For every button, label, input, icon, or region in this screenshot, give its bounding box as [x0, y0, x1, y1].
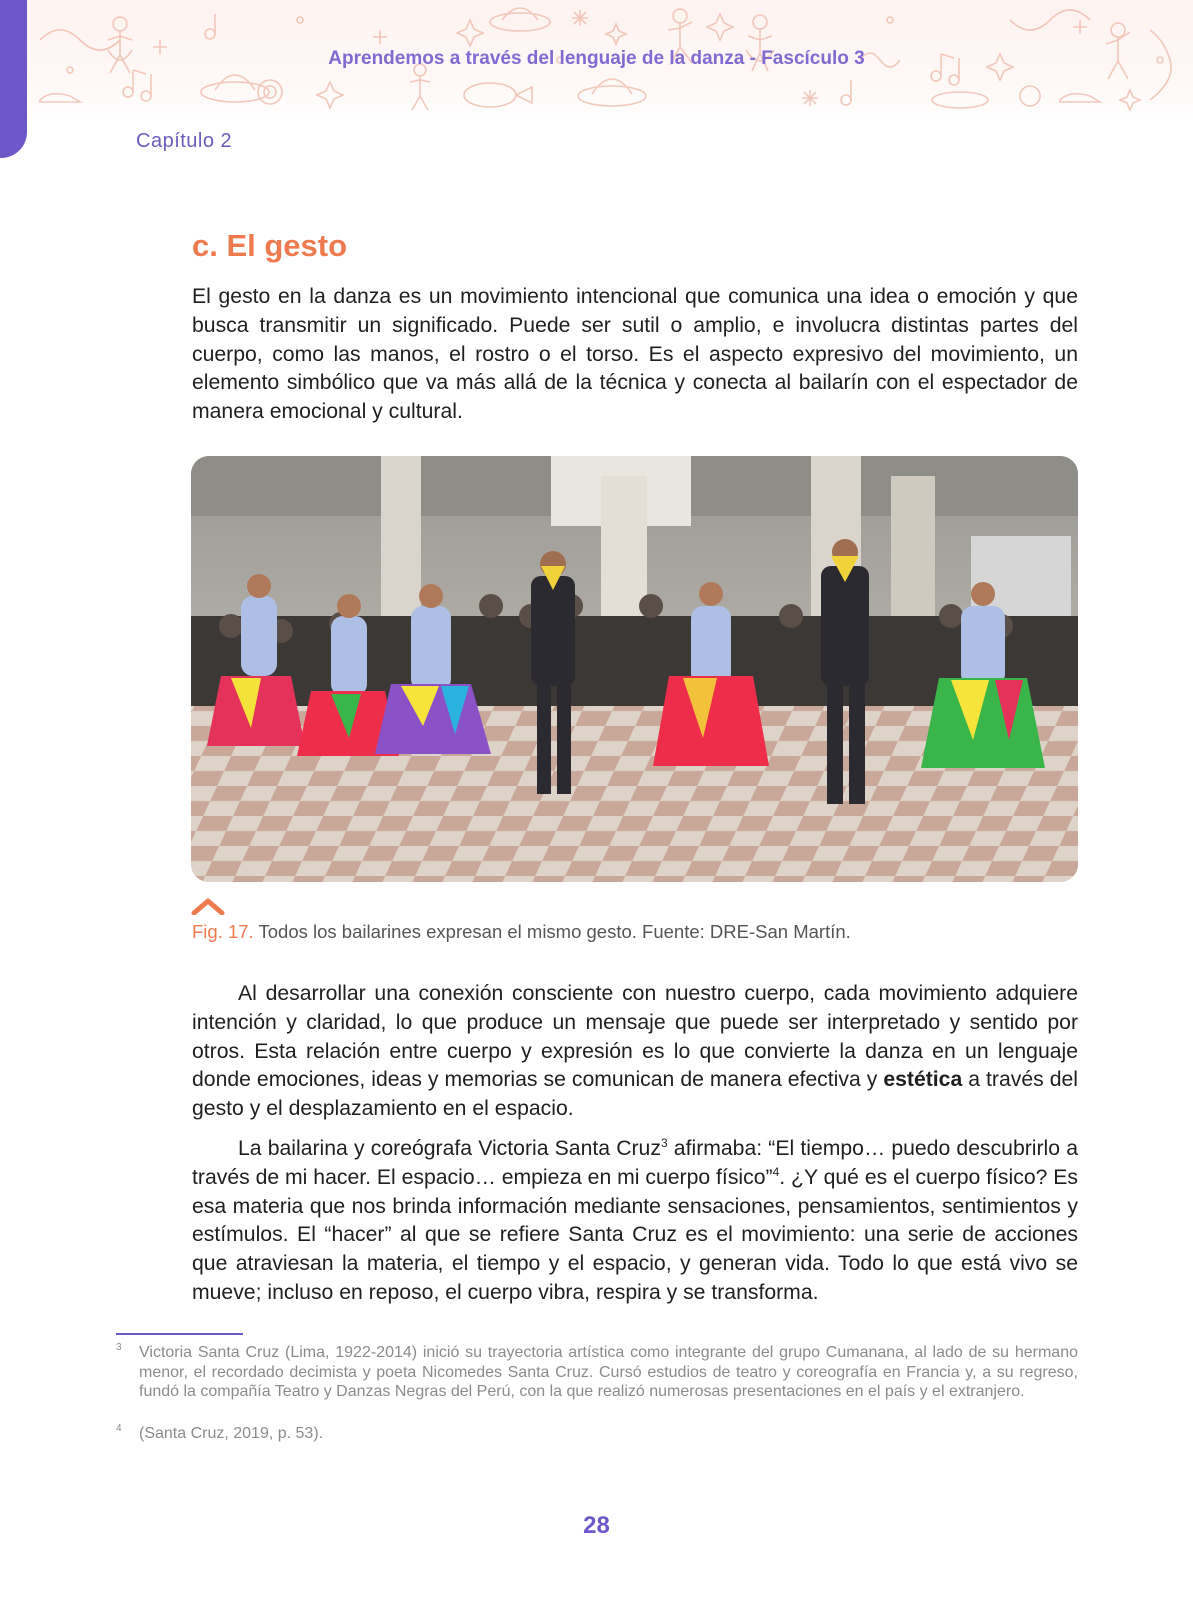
- paragraph-3-text-b: afirmaba: “El tiempo… puedo descubrirlo a través de mi hacer. El espacio… empieza en mi cuerpo físico”: [192, 1137, 1078, 1189]
- chevron-up-icon: [191, 897, 225, 915]
- paragraph-2: [192, 980, 1078, 1124]
- music-note-icon: [205, 14, 215, 39]
- footnote-divider: [116, 1333, 243, 1335]
- paragraph-3: [192, 1135, 1078, 1308]
- figure-label: Fig. 17.: [192, 921, 254, 942]
- footnote-mark-3: 3: [116, 1342, 122, 1353]
- header-title: Aprendemos a través del lenguaje de la danza - Fascículo 3: [328, 48, 865, 69]
- music-note-icon: [123, 70, 151, 101]
- hat-icon: [490, 8, 550, 31]
- section-title: c. El gesto: [192, 228, 348, 263]
- star-icon: [317, 82, 343, 108]
- star-icon: [606, 24, 626, 44]
- drum-icon: [1020, 86, 1040, 106]
- star-icon: [707, 14, 733, 40]
- drum-icon: [258, 80, 282, 104]
- sparkle-icon: [572, 10, 588, 26]
- maraca-icon: [464, 83, 532, 107]
- paragraph-3-text-a: La bailarina y coreógrafa Victoria Santa Cruz: [238, 1137, 661, 1160]
- intro-paragraph: El gesto en la danza es un movimiento intencional que comunica una idea o emoción y que busca transmitir un significado. Puede ser sutil o amplio, e involucra distintas partes del cuerpo, como las manos, el rostro o el torso. Es el aspecto expresivo del movimiento, un elemento simbólico que va más allá de la técnica y conecta al bailarín con el espectador de manera emocional y cultural.: [192, 285, 1078, 424]
- shoe-icon: [40, 94, 80, 102]
- footnote-ref-3[interactable]: 3: [660, 1135, 668, 1150]
- shoe-icon: [1060, 94, 1100, 102]
- hat-icon: [578, 79, 646, 106]
- maraca-icon: [932, 92, 988, 108]
- footnote-ref-4[interactable]: 4: [772, 1164, 780, 1179]
- dancers-photo: [191, 456, 1078, 882]
- footnote-4: (Santa Cruz, 2019, p. 53).: [139, 1425, 324, 1442]
- chapter-label: Capítulo 2: [136, 130, 233, 152]
- star-icon: [457, 20, 483, 46]
- paragraph-2-text-b: a través del gesto y el desplazamiento en el espacio.: [192, 1068, 1078, 1121]
- sparkle-icon: [373, 30, 387, 44]
- music-note-icon: [841, 80, 851, 105]
- footnote-mark-4: 4: [116, 1423, 122, 1434]
- sparkle-icon: [802, 90, 818, 106]
- sparkle-icon: [1073, 20, 1087, 34]
- footnote-3: Victoria Santa Cruz (Lima, 1922-2014) inició su trayectoria artística como integrante del grupo Cumanana, al lado de su hermano menor, el recordado decimista y poeta Nicomedes Santa Cruz. Cursó estudios de teatro y coreografía en Francia y, a su regreso, fundó la compañía Teatro y Danzas Negras del Perú, con la que realizó numerosas presentaciones en el país y el extranjero.: [139, 1344, 1078, 1400]
- dancer-icon: [410, 64, 430, 110]
- page-number: 28: [583, 1512, 610, 1539]
- paragraph-3-text-c: . ¿Y qué es el cuerpo físico? Es esa materia que nos brinda información mediante sensaciones, pensamientos, sentimientos y estímulos. El “hacer” al que se refiere Santa Cruz es el movimiento: una serie de acciones que atraviesan la materia, el tiempo y el espacio, y generan vida. Todo lo que está vivo se mueve; incluso en reposo, el cuerpo vibra, respira y se transforma.: [192, 1165, 1078, 1304]
- paragraph-2-text-a: Al desarrollar una conexión consciente con nuestro cuerpo, cada movimiento adquiere intención y claridad, lo que produce un mensaje que puede ser interpretado y sentido por otros. Esta relación entre cuerpo y expresión es lo que convierte la danza en un lenguaje donde emociones, ideas y memorias se comunican de manera efectiva y: [192, 982, 1078, 1092]
- figure-caption-text: Todos los bailarines expresan el mismo gesto. Fuente: DRE-San Martín.: [253, 921, 851, 942]
- paragraph-2-bold: estética: [883, 1068, 963, 1092]
- figure-caption: [192, 921, 851, 943]
- star-icon: [1120, 90, 1140, 110]
- chapter-side-tab: [0, 0, 27, 158]
